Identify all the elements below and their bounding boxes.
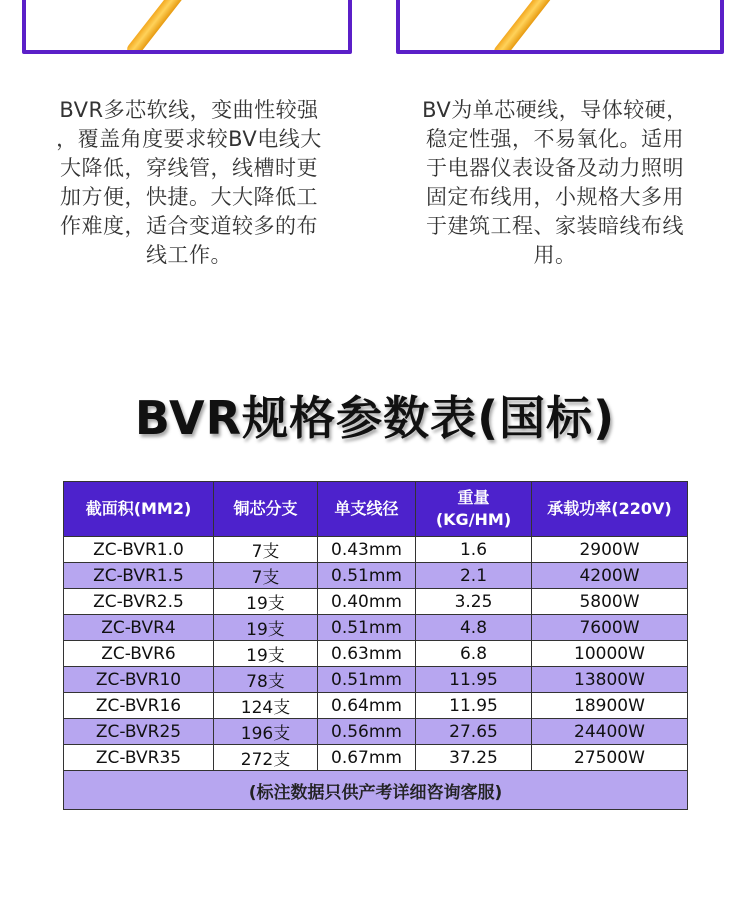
cell-diameter: 0.63mm <box>318 641 416 667</box>
cell-model: ZC-BVR25 <box>64 719 214 745</box>
table-row <box>64 693 688 719</box>
cell-diameter: 0.40mm <box>318 589 416 615</box>
cell-diameter: 0.67mm <box>318 745 416 771</box>
desc-line: 作难度，适合变道较多的布 <box>60 214 318 238</box>
table-footer-row <box>64 771 688 810</box>
table-row <box>64 563 688 589</box>
table-row <box>64 667 688 693</box>
cell-strands: 7支 <box>214 563 318 589</box>
cell-diameter: 0.64mm <box>318 693 416 719</box>
table-row <box>64 615 688 641</box>
cell-power: 13800W <box>532 667 688 693</box>
cell-power: 5800W <box>532 589 688 615</box>
cell-power: 2900W <box>532 537 688 563</box>
desc-line: 线工作。 <box>146 243 232 267</box>
desc-line: BV为单芯硬线，导体较硬， <box>422 98 688 122</box>
cell-strands: 7支 <box>214 537 318 563</box>
cell-weight: 4.8 <box>416 615 532 641</box>
desc-line: 用。 <box>533 243 577 267</box>
bvr-description <box>34 96 344 270</box>
desc-line: 稳定性强，不易氧化。适用 <box>426 127 684 151</box>
cell-diameter: 0.51mm <box>318 667 416 693</box>
header-load-power: 承载功率(220V) <box>532 482 688 537</box>
bvr-wire-image-card <box>22 0 352 54</box>
spec-table <box>63 481 688 810</box>
cell-power: 18900W <box>532 693 688 719</box>
cell-model: ZC-BVR1.5 <box>64 563 214 589</box>
cell-diameter: 0.51mm <box>318 563 416 589</box>
header-weight <box>416 482 532 537</box>
cell-model: ZC-BVR35 <box>64 745 214 771</box>
cell-weight: 2.1 <box>416 563 532 589</box>
cell-diameter: 0.43mm <box>318 537 416 563</box>
cell-power: 7600W <box>532 615 688 641</box>
cell-strands: 19支 <box>214 589 318 615</box>
cell-model: ZC-BVR2.5 <box>64 589 214 615</box>
header-strand-diameter: 单支线径 <box>318 482 416 537</box>
header-cross-section: 截面积(MM2) <box>64 482 214 537</box>
header-weight-line2: (KG/HM) <box>435 510 512 529</box>
table-row <box>64 745 688 771</box>
cell-strands: 196支 <box>214 719 318 745</box>
desc-line: 大降低，穿线管，线槽时更 <box>60 156 318 180</box>
cell-model: ZC-BVR10 <box>64 667 214 693</box>
cell-power: 24400W <box>532 719 688 745</box>
cell-model: ZC-BVR6 <box>64 641 214 667</box>
cell-diameter: 0.51mm <box>318 615 416 641</box>
header-copper-strands: 铜芯分支 <box>214 482 318 537</box>
bv-description <box>400 96 710 270</box>
cell-strands: 19支 <box>214 641 318 667</box>
desc-line: 于建筑工程、家装暗线布线 <box>426 214 684 238</box>
wire-illustration <box>125 0 191 54</box>
cell-power: 27500W <box>532 745 688 771</box>
wire-illustration <box>492 0 558 54</box>
table-footnote: (标注数据只供产考详细咨询客服) <box>64 771 688 810</box>
desc-line: BVR多芯软线，变曲性较强 <box>59 98 319 122</box>
table-row <box>64 537 688 563</box>
cell-weight: 37.25 <box>416 745 532 771</box>
table-row <box>64 719 688 745</box>
cell-diameter: 0.56mm <box>318 719 416 745</box>
cell-model: ZC-BVR1.0 <box>64 537 214 563</box>
cell-strands: 124支 <box>214 693 318 719</box>
spec-table-title: BVR规格参数表(国标) <box>134 391 616 445</box>
table-row <box>64 641 688 667</box>
desc-line: 固定布线用，小规格大多用 <box>426 185 684 209</box>
cell-strands: 19支 <box>214 615 318 641</box>
cell-strands: 272支 <box>214 745 318 771</box>
cell-model: ZC-BVR16 <box>64 693 214 719</box>
desc-line: 于电器仪表设备及动力照明 <box>426 156 684 180</box>
table-header-row <box>64 482 688 537</box>
cell-weight: 6.8 <box>416 641 532 667</box>
cell-weight: 11.95 <box>416 693 532 719</box>
desc-line: ，覆盖角度要求较BV电线大 <box>56 127 322 151</box>
cell-weight: 1.6 <box>416 537 532 563</box>
desc-line: 加方便，快捷。大大降低工 <box>60 185 318 209</box>
cell-model: ZC-BVR4 <box>64 615 214 641</box>
cell-power: 4200W <box>532 563 688 589</box>
cell-strands: 78支 <box>214 667 318 693</box>
bv-wire-image-card <box>396 0 724 54</box>
cell-power: 10000W <box>532 641 688 667</box>
table-row <box>64 589 688 615</box>
header-weight-line1: 重量 <box>457 488 490 507</box>
cell-weight: 3.25 <box>416 589 532 615</box>
cell-weight: 11.95 <box>416 667 532 693</box>
cell-weight: 27.65 <box>416 719 532 745</box>
